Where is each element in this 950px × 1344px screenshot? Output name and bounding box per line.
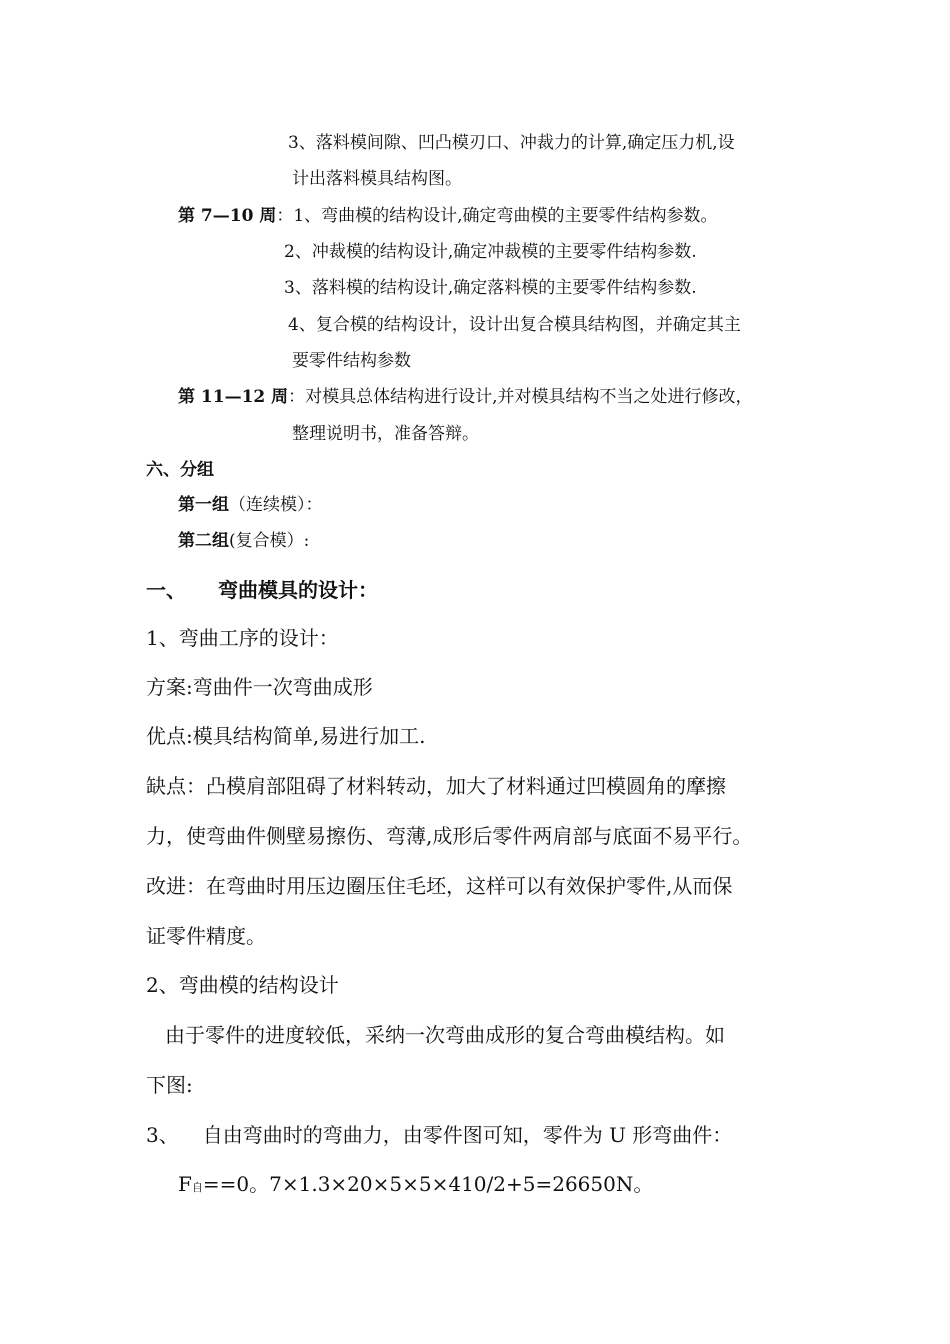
paragraph: 改进：在弯曲时用压边圈压住毛坯，这样可以有效保护零件,从而保 xyxy=(146,874,733,898)
week-label: 第 7—10 周 xyxy=(178,206,277,226)
chapter-heading xyxy=(146,574,378,603)
paragraph: 证零件精度。 xyxy=(146,924,266,948)
schedule-line: 3、落料模间隙、凹凸模刃口、冲裁力的计算,确定压力机,设 xyxy=(288,133,735,153)
schedule-item: 要零件结构参数 xyxy=(292,351,411,371)
group-row xyxy=(178,490,323,515)
schedule-line: 计出落料模具结构图。 xyxy=(292,169,462,189)
week-11-12-row xyxy=(178,382,753,407)
chapter-number: 一、 xyxy=(146,578,186,602)
item-number: 3、 xyxy=(146,1123,179,1147)
paragraph: 缺点：凸模肩部阻碍了材料转动，加大了材料通过凹模圆角的摩擦 xyxy=(146,774,726,798)
schedule-item: 2、冲裁模的结构设计,确定冲裁模的主要零件结构参数. xyxy=(284,242,697,262)
schedule-item: 整理说明书，准备答辩。 xyxy=(292,424,479,444)
group-row xyxy=(178,526,309,551)
paragraph: 2、弯曲模的结构设计 xyxy=(146,973,339,997)
schedule-item: 1、弯曲模的结构设计,确定弯曲模的主要零件结构参数。 xyxy=(293,206,718,226)
schedule-item: 对模具总体结构进行设计,并对模具结构不当之处进行修改， xyxy=(305,387,753,407)
paragraph: 优点:模具结构简单,易进行加工. xyxy=(146,724,426,748)
formula-expression: ==0。7×1.3×20×5×5×410/2+5=26650N。 xyxy=(202,1172,654,1196)
schedule-item: 3、落料模的结构设计,确定落料模的主要零件结构参数. xyxy=(284,278,697,298)
formula-symbol: F xyxy=(178,1172,192,1196)
group-label: 第一组 xyxy=(178,495,229,515)
paragraph: 方案:弯曲件一次弯曲成形 xyxy=(146,675,373,699)
item-text: 自由弯曲时的弯曲力，由零件图可知，零件为 U 形弯曲件： xyxy=(202,1123,733,1147)
paragraph xyxy=(146,1119,732,1148)
week-colon: ： xyxy=(276,206,294,226)
chapter-title: 弯曲模具的设计： xyxy=(218,578,378,602)
paragraph: 由于零件的进度较低，采纳一次弯曲成形的复合弯曲模结构。如 xyxy=(165,1023,725,1047)
week-colon: ： xyxy=(288,387,306,407)
section-heading: 六、分组 xyxy=(146,460,214,480)
paragraph: 1、弯曲工序的设计： xyxy=(146,626,339,650)
paragraph: 下图: xyxy=(146,1073,193,1097)
formula xyxy=(178,1168,653,1197)
group-note: (复合模）: xyxy=(229,531,310,551)
group-label: 第二组 xyxy=(178,531,229,551)
formula-subscript: 自 xyxy=(191,1181,203,1194)
week-label: 第 11—12 周 xyxy=(178,387,289,407)
paragraph: 力，使弯曲件侧壁易擦伤、弯薄,成形后零件两肩部与底面不易平行。 xyxy=(146,824,753,848)
week-7-10-row xyxy=(178,201,718,226)
group-note: （连续模）： xyxy=(229,495,323,515)
schedule-item: 4、复合模的结构设计，设计出复合模具结构图，并确定其主 xyxy=(288,315,741,335)
